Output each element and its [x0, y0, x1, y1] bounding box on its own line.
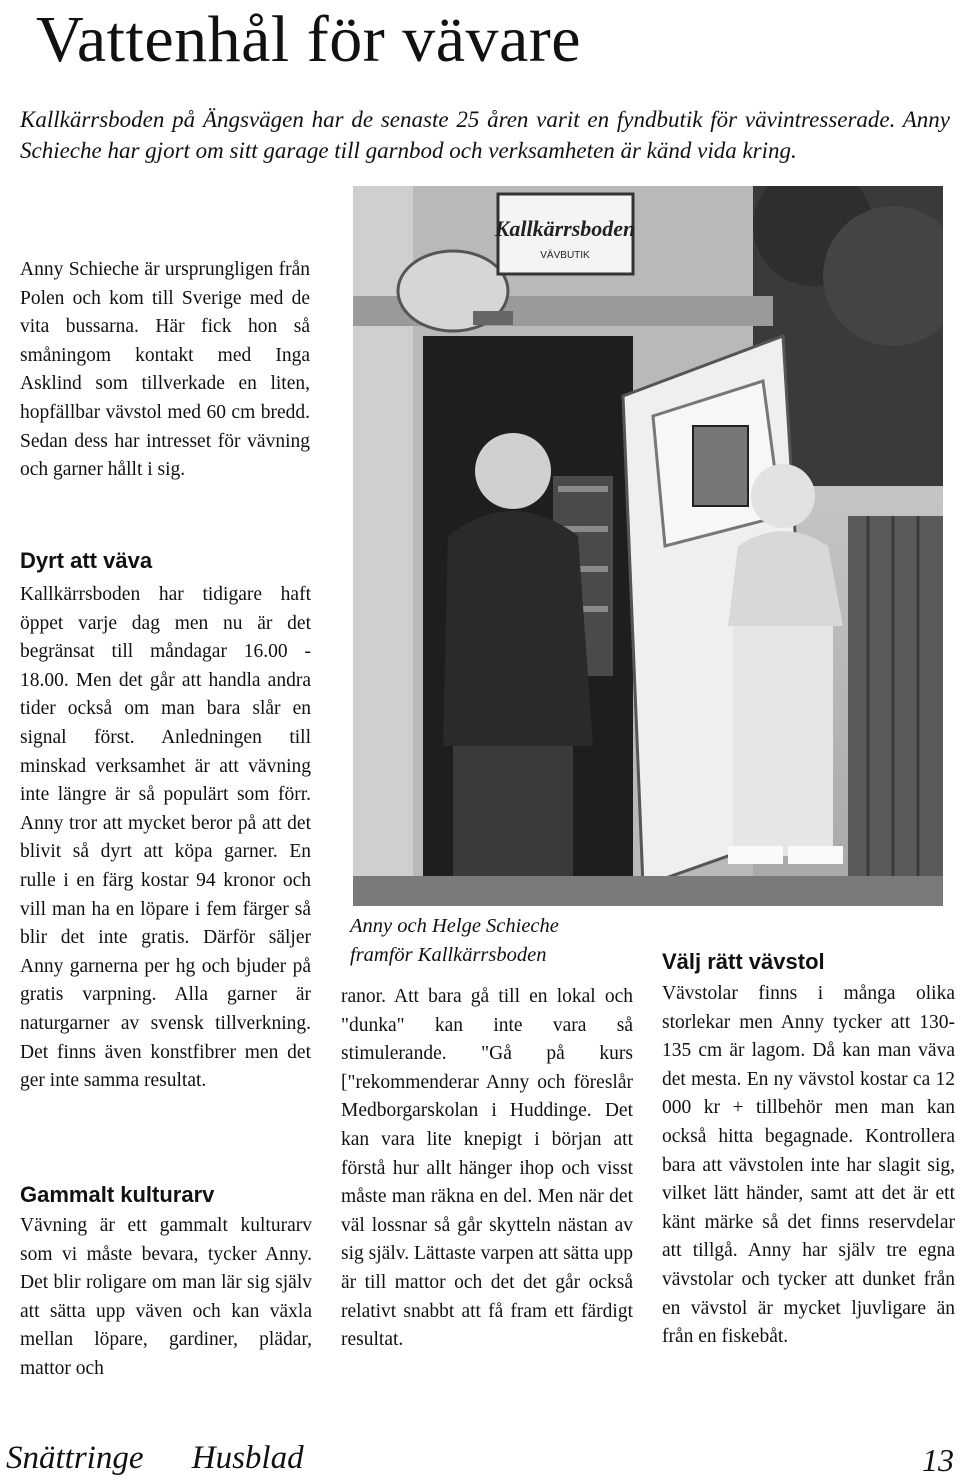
section-dyrt-body [20, 581, 311, 1096]
sign-title: Kallkärrsboden [494, 216, 636, 241]
publication-name: Snättringe Husblad [6, 1440, 304, 1476]
article-lead: Kallkärrsboden på Ängsvägen har de senaste 25 åren varit en fyndbutik för vävintresserade. Anny Schieche har gjort om sitt garage till garnbod och verksamheten är känd vida kring. [20, 107, 950, 163]
section-vavstol-text: Vävstolar finns i många olika storlekar men Anny tycker att 130-135 cm är lagom. Då kan man väva det mesta. En ny vävstol kostar ca 12 000 kr + tillbehör men man kan också hitta begagnade. Kontrollera bara att vävstolen inte har slagit sig, vilket lätt händer, samt att det är ett känt märke så det finns reservdelar att tillgå. Anny har själv tre egna vävstolar och tycker att dunket från en vävstol är mycket ljuvligare än från en fiskebåt. [662, 983, 955, 1348]
section-vavstol-body [662, 980, 955, 1352]
caption-line-1: Anny och Helge Schieche [350, 915, 559, 937]
section-heading-vavstol: Välj rätt vävstol [662, 949, 825, 974]
section-kulturarv-text: Vävning är ett gammalt kulturarv som vi måste bevara, tycker Anny. Det blir roligare om man lär sig själv att sätta upp väven och kan växla mellan löpare, gardiner, plädar, mattor och [20, 1215, 312, 1379]
column-2 [341, 983, 633, 1355]
intro-text: Anny Schieche är ursprungligen från Polen och kom till Sverige med de vita bussarna. Här fick hon så småningom kontakt med Inga Asklind som tillverkade en liten, hopfällbar vävstol med 60 cm bredd. Sedan dess har intresset för vävning och garner hållt i sig. [20, 259, 310, 481]
page-number: 13 [922, 1442, 954, 1478]
section-heading-dyrt: Dyrt att väva [20, 548, 153, 573]
caption-line-2: framför Kallkärrsboden [350, 944, 547, 966]
sign-subtitle: VÄVBUTIK [540, 250, 590, 261]
section-dyrt-text: Kallkärrsboden har tidigare haft öppet varje dag men nu är det begränsat till måndagar 16.00 - 18.00. Men det går att handla andra tider också om man bara slår en signal först. Anledningen till minskad verksamhet är att vävning inte längre är så populärt som förr. Anny tror att mycket beror på att det blivit så dyrt att köpa garner. En rulle i en färg kostar 94 kronor och vill man ha en löpare i fem färger så blir det inte gratis. Därför säljer Anny garnerna per hg och bjuder på gratis varpning. Alla garner är naturgarner av svensk tillverkning. Det finns även konstfibrer men det ger inte samma resultat. [20, 584, 311, 1092]
section-kulturarv-body [20, 1212, 312, 1384]
section-heading-kulturarv: Gammalt kulturarv [20, 1182, 215, 1207]
column-2-text: ranor. Att bara gå till en lokal och "dunka" kan inte vara så stimulerande. "Gå på kurs ["rekommenderar Anny och föreslår Medborgarskolan i Huddinge. Det kan vara lite knepigt i början att förstå hur allt hänger ihop och visst måste man räkna en del. Men när det väl lossnar så går skytteln nästan av sig själv. Lättaste varpen att sätta upp är till mattor och det det går också relativt snabbt att få fram ett färdigt resultat. [341, 986, 633, 1351]
photo-illustration [353, 186, 943, 906]
article-photo [353, 186, 943, 906]
article-title: Vattenhål för vävare [36, 3, 582, 76]
intro-paragraph [20, 256, 310, 485]
photo-caption [350, 912, 640, 970]
